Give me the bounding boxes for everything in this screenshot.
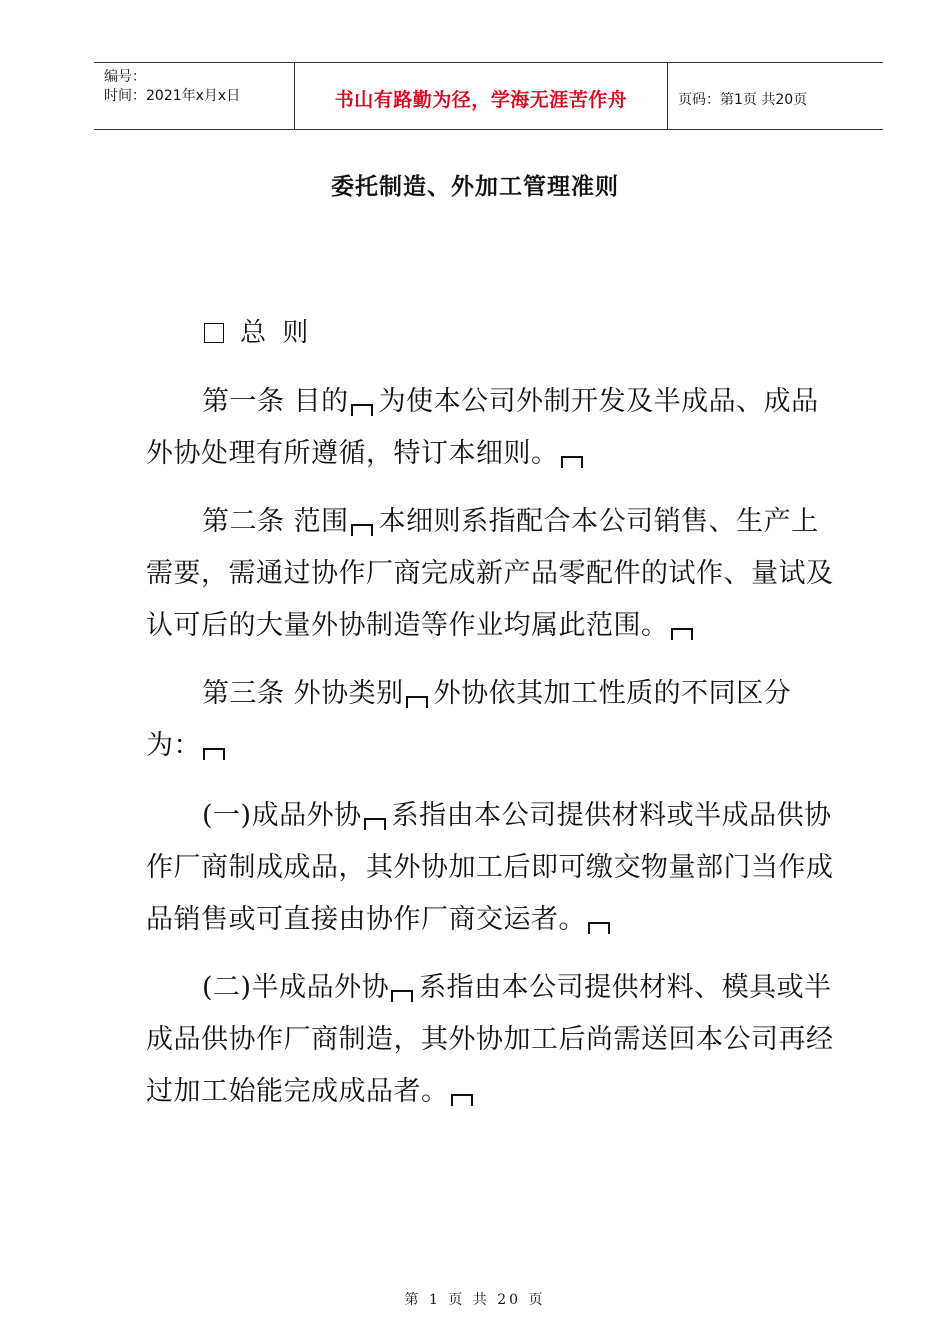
header-motto: 书山有路勤为径，学海无涯苦作舟 [334, 89, 628, 111]
article-lead: 第三条 外协类别 [202, 678, 404, 709]
article-text: 系指由本公司提供材料、模具或半成品供协作厂商制造，其外协加工后尚需送回本公司再经过加工始能完成成品者。 [146, 972, 834, 1107]
article-3-item-1 [146, 790, 846, 946]
article-lead: (一)成品外协 [202, 800, 362, 831]
document-title: 委托制造、外加工管理准则 [331, 174, 619, 200]
article-lead: (二)半成品外协 [202, 972, 390, 1003]
article-text: 外协依其加工性质的不同区分为： [146, 678, 792, 761]
article-2 [146, 496, 846, 652]
document-header [94, 62, 883, 130]
header-page-label: 页码：第1页 共20页 [678, 92, 808, 108]
article-lead: 第二条 范围 [202, 506, 349, 537]
section-heading [204, 312, 312, 349]
article-text: 为使本公司外制开发及半成品、成品外协处理有所遵循，特订本细则。 [146, 386, 819, 469]
article-lead: 第一条 目的 [202, 386, 349, 417]
header-motto-cell [295, 63, 668, 129]
checkbox-square-icon [204, 323, 224, 343]
paragraph-mark-icon [351, 404, 373, 416]
document-time-label: 时间：2021年x月x日 [104, 88, 241, 104]
section-heading-text: 总 则 [240, 318, 313, 348]
paragraph-mark-icon [364, 818, 386, 830]
paragraph-mark-icon [561, 456, 583, 468]
paragraph-mark-icon [351, 524, 373, 536]
paragraph-mark-icon [588, 922, 610, 934]
article-text: 本细则系指配合本公司销售、生产上需要，需通过协作厂商完成新产品零配件的试作、量试及认可后的大量外协制造等作业均属此范围。 [146, 506, 834, 641]
article-text: 系指由本公司提供材料或半成品供协作厂商制成成品，其外协加工后即可缴交物量部门当作成品销售或可直接由协作厂商交运者。 [146, 800, 834, 935]
article-3-item-2 [146, 962, 846, 1118]
page-footer: 第 1 页 共 20 页 [404, 1292, 546, 1308]
paragraph-mark-icon [671, 628, 693, 640]
paragraph-mark-icon [451, 1094, 473, 1106]
header-meta-cell [94, 63, 295, 129]
document-number-label: 编号： [104, 69, 146, 85]
article-1 [146, 376, 846, 480]
paragraph-mark-icon [203, 748, 225, 760]
paragraph-mark-icon [406, 696, 428, 708]
header-page-cell [668, 63, 883, 129]
paragraph-mark-icon [391, 990, 413, 1002]
article-3 [146, 668, 846, 772]
